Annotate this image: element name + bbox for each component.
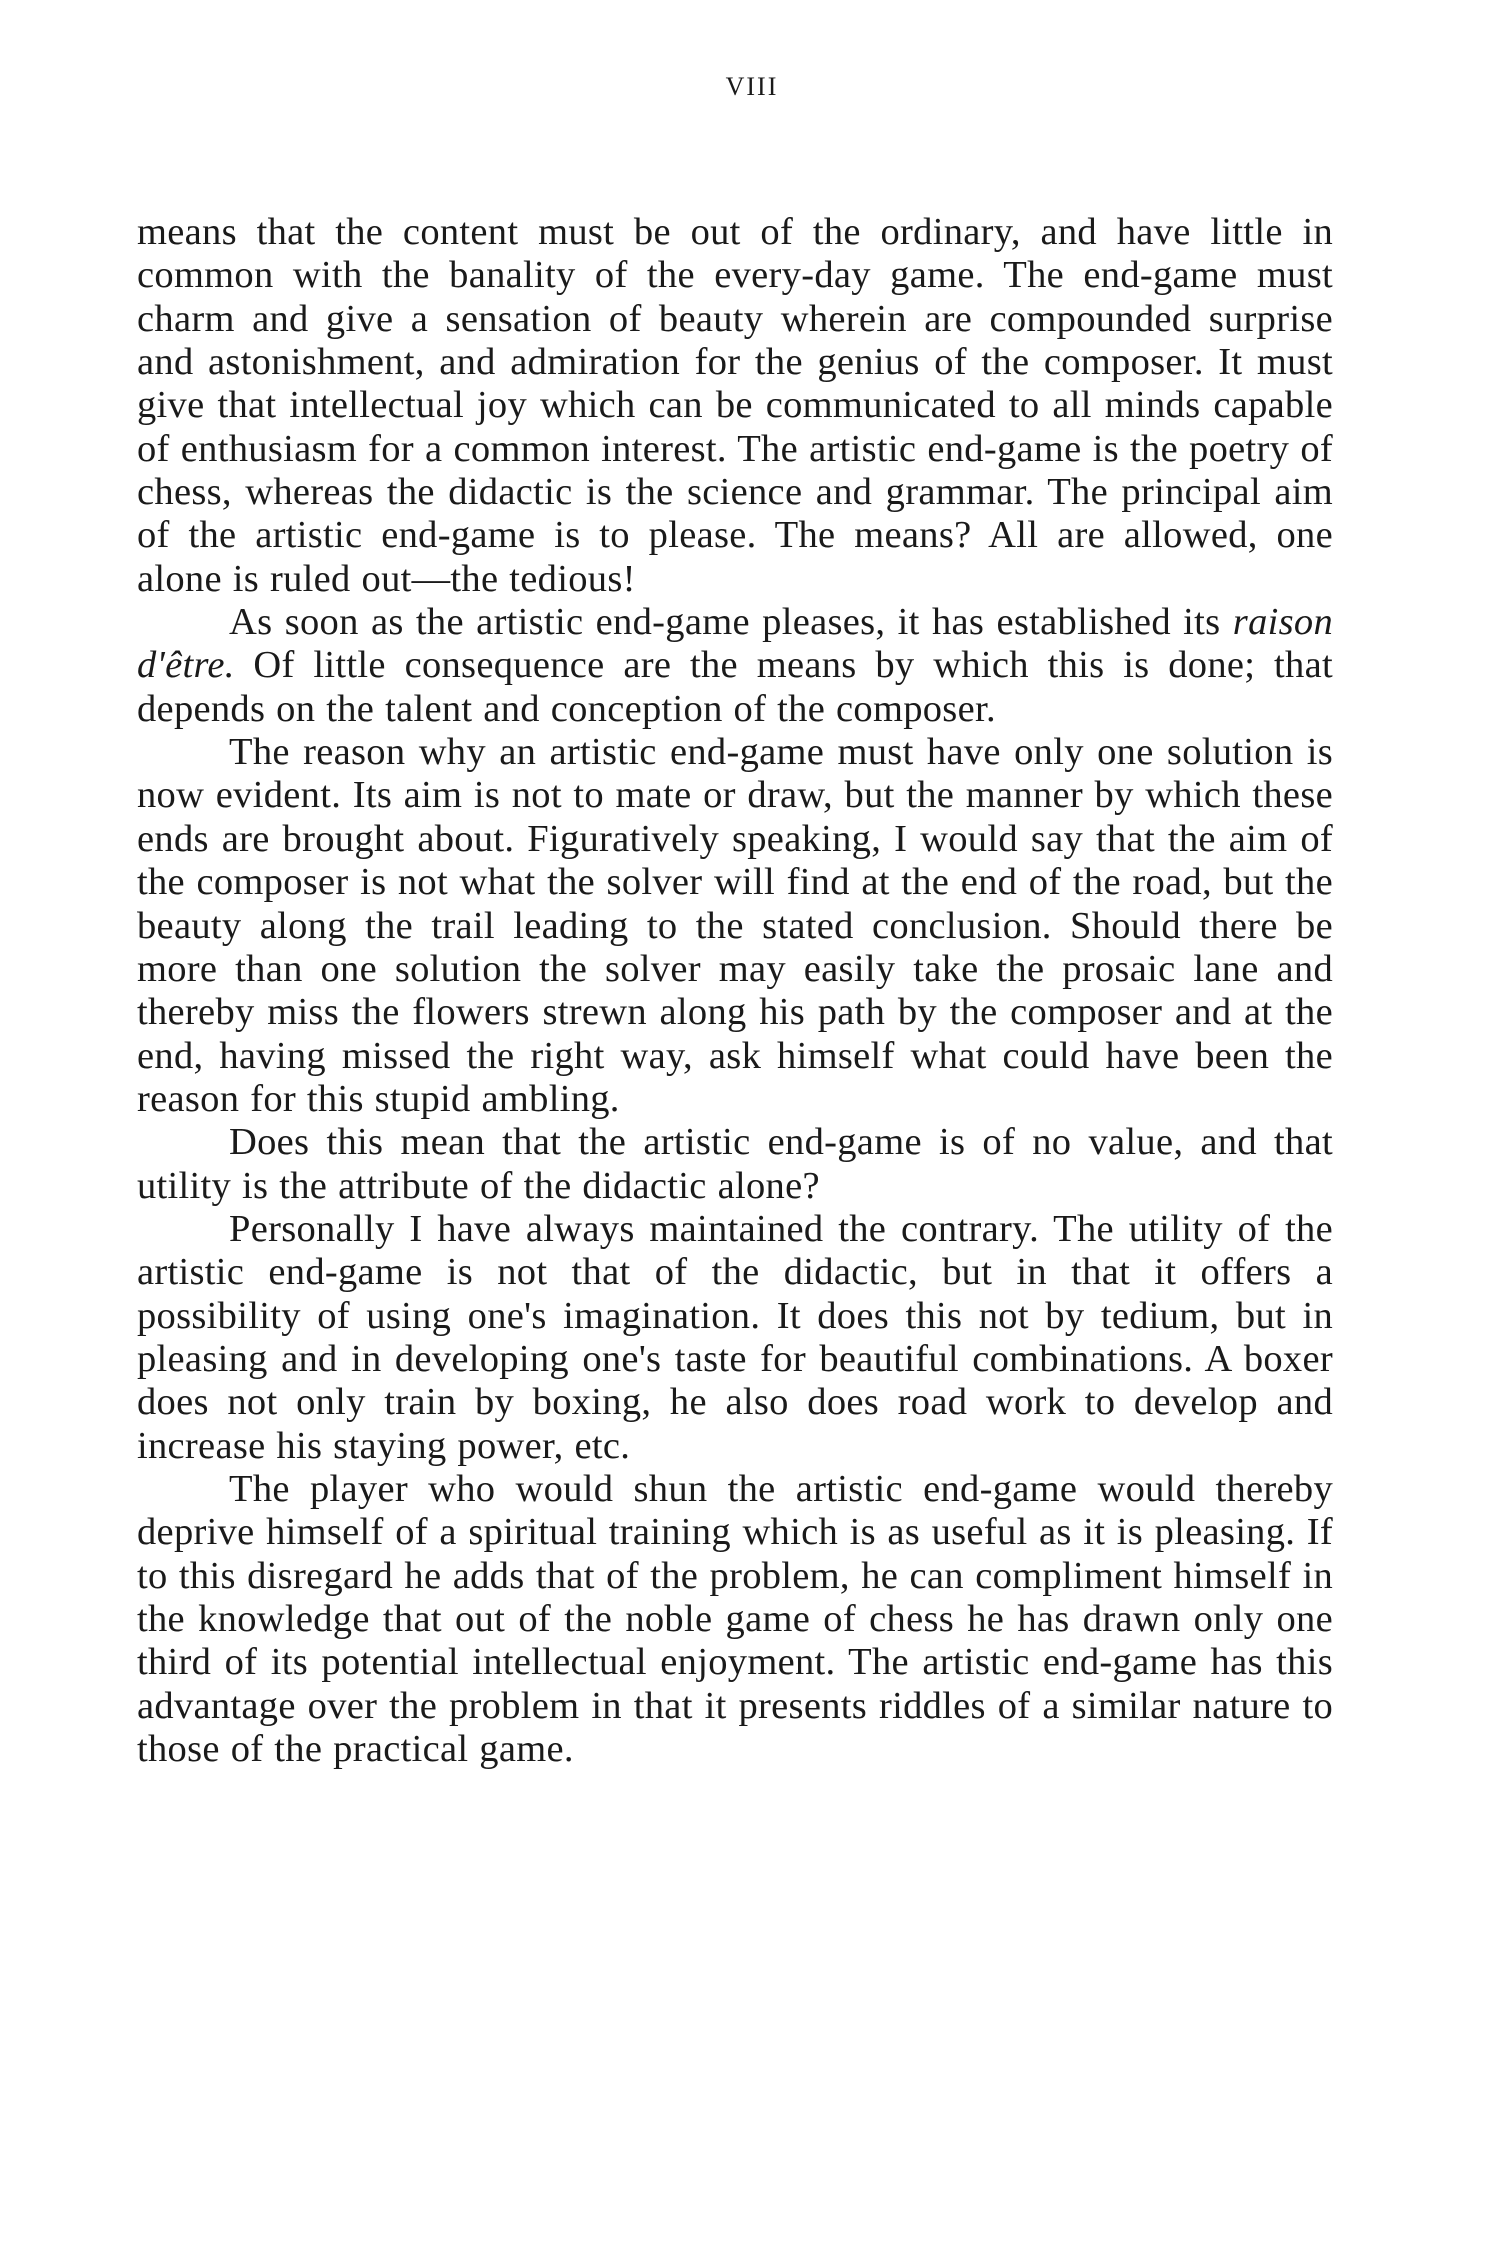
paragraph-utility: Personally I have always maintained the contrary. The utility of the artistic end-game is not that of the didactic, but in that it offers a possibility of using one's imagination. It does this not by tedium, but in pleasing and in developing one's taste for beautiful combinations. A boxer does not only train by boxing, he also does road work to develop and increase his staying power, etc.	[137, 1207, 1333, 1467]
paragraph-raison-detre	[137, 601, 1333, 731]
paragraph-one-solution: The reason why an artistic end-game must have only one solution is now evident. Its aim is not to mate or draw, but the manner by which these ends are brought about. Figuratively speaking, I would say that the aim of the composer is not what the solver will find at the end of the road, but the beauty along the trail leading to the stated conclusion. Should there be more than one solution the solver may easily take the prosaic lane and thereby miss the flowers strewn along his path by the composer and at the end, having missed the right way, ask himself what could have been the reason for this stupid ambling.	[137, 731, 1333, 1120]
page-number: VIII	[725, 72, 779, 101]
paragraph-continued: means that the content must be out of the ordinary, and have little in common with the banality of the every-day game. The end-game must charm and give a sensation of beauty wherein are compounded surprise and astonishment, and admiration for the genius of the composer. It must give that intellectual joy which can be communicated to all minds capable of enthusiasm for a common interest. The artistic end-game is the poetry of chess, whereas the didactic is the science and grammar. The principal aim of the artistic end-game is to please. The means? All are allowed, one alone is ruled out—the tedious!	[137, 211, 1333, 600]
paragraph-question: Does this mean that the artistic end-game is of no value, and that utility is the attribute of the didactic alone?	[137, 1121, 1333, 1207]
body-text	[137, 211, 1333, 1771]
italic-phrase: raison d'être.	[137, 601, 1333, 687]
paragraph-text-tail: Of little consequence are the means by which this is done; that depends on the talent and conception of the composer.	[137, 644, 1333, 730]
paragraph-player: The player who would shun the artistic end-game would thereby deprive himself of a spiritual training which is as useful as it is pleasing. If to this disregard he adds that of the problem, he can compliment himself in the knowledge that out of the noble game of chess he has drawn only one third of its potential intellectual enjoyment. The artistic end-game has this advantage over the problem in that it presents riddles of a similar nature to those of the practical game.	[137, 1467, 1333, 1771]
paragraph-text-lead: As soon as the artistic end-game pleases, it has established its	[229, 601, 1233, 644]
